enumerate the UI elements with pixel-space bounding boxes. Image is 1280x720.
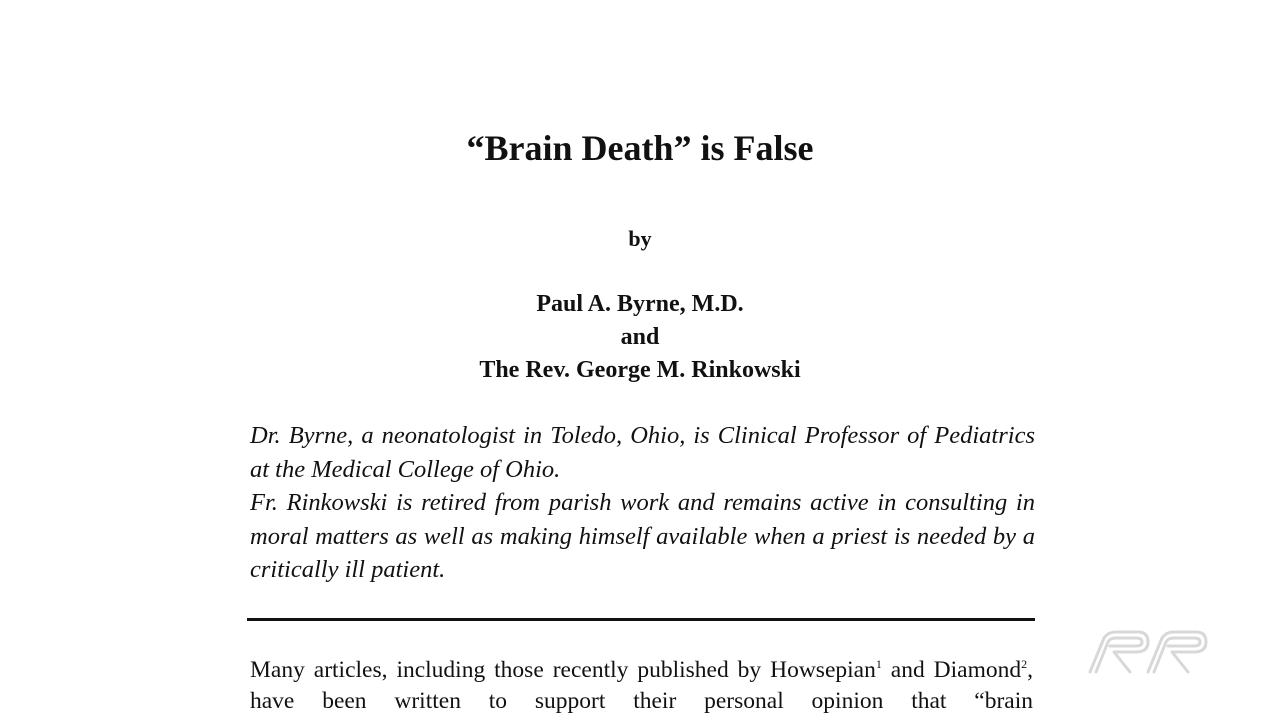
- bio-rinkowski: Fr. Rinkowski is retired from parish work and remains active in consulting in moral matters as well as making himself available when a priest is needed by a critically ill patient.: [250, 489, 1035, 583]
- author-list: [0, 288, 1280, 387]
- body-text-2: and Diamond: [881, 657, 1022, 683]
- body-text-1: Many articles, including those recently published by Howsepian: [250, 657, 876, 683]
- author-byrne: Paul A. Byrne, M.D.: [536, 291, 744, 317]
- rr-logo-svg: [1086, 628, 1210, 680]
- byline: by: [628, 226, 652, 251]
- footnote-ref-2[interactable]: 2: [1021, 657, 1028, 672]
- body-text-3: , have been written to support their personal opinion that “brain: [250, 657, 1034, 714]
- bio-byrne: Dr. Byrne, a neonatologist in Toledo, Ohio, is Clinical Professor of Pediatrics at the Medical College of Ohio.: [250, 422, 1035, 483]
- section-divider: [247, 618, 1035, 621]
- footnote-ref-1[interactable]: 1: [875, 657, 882, 672]
- body-paragraph: [250, 655, 1033, 717]
- author-conjunction: and: [620, 324, 660, 350]
- author-bio: [250, 419, 1035, 587]
- author-rinkowski: The Rev. George M. Rinkowski: [479, 357, 801, 383]
- document-title: “Brain Death” is False: [466, 128, 814, 168]
- rr-logo-icon: [1086, 628, 1210, 680]
